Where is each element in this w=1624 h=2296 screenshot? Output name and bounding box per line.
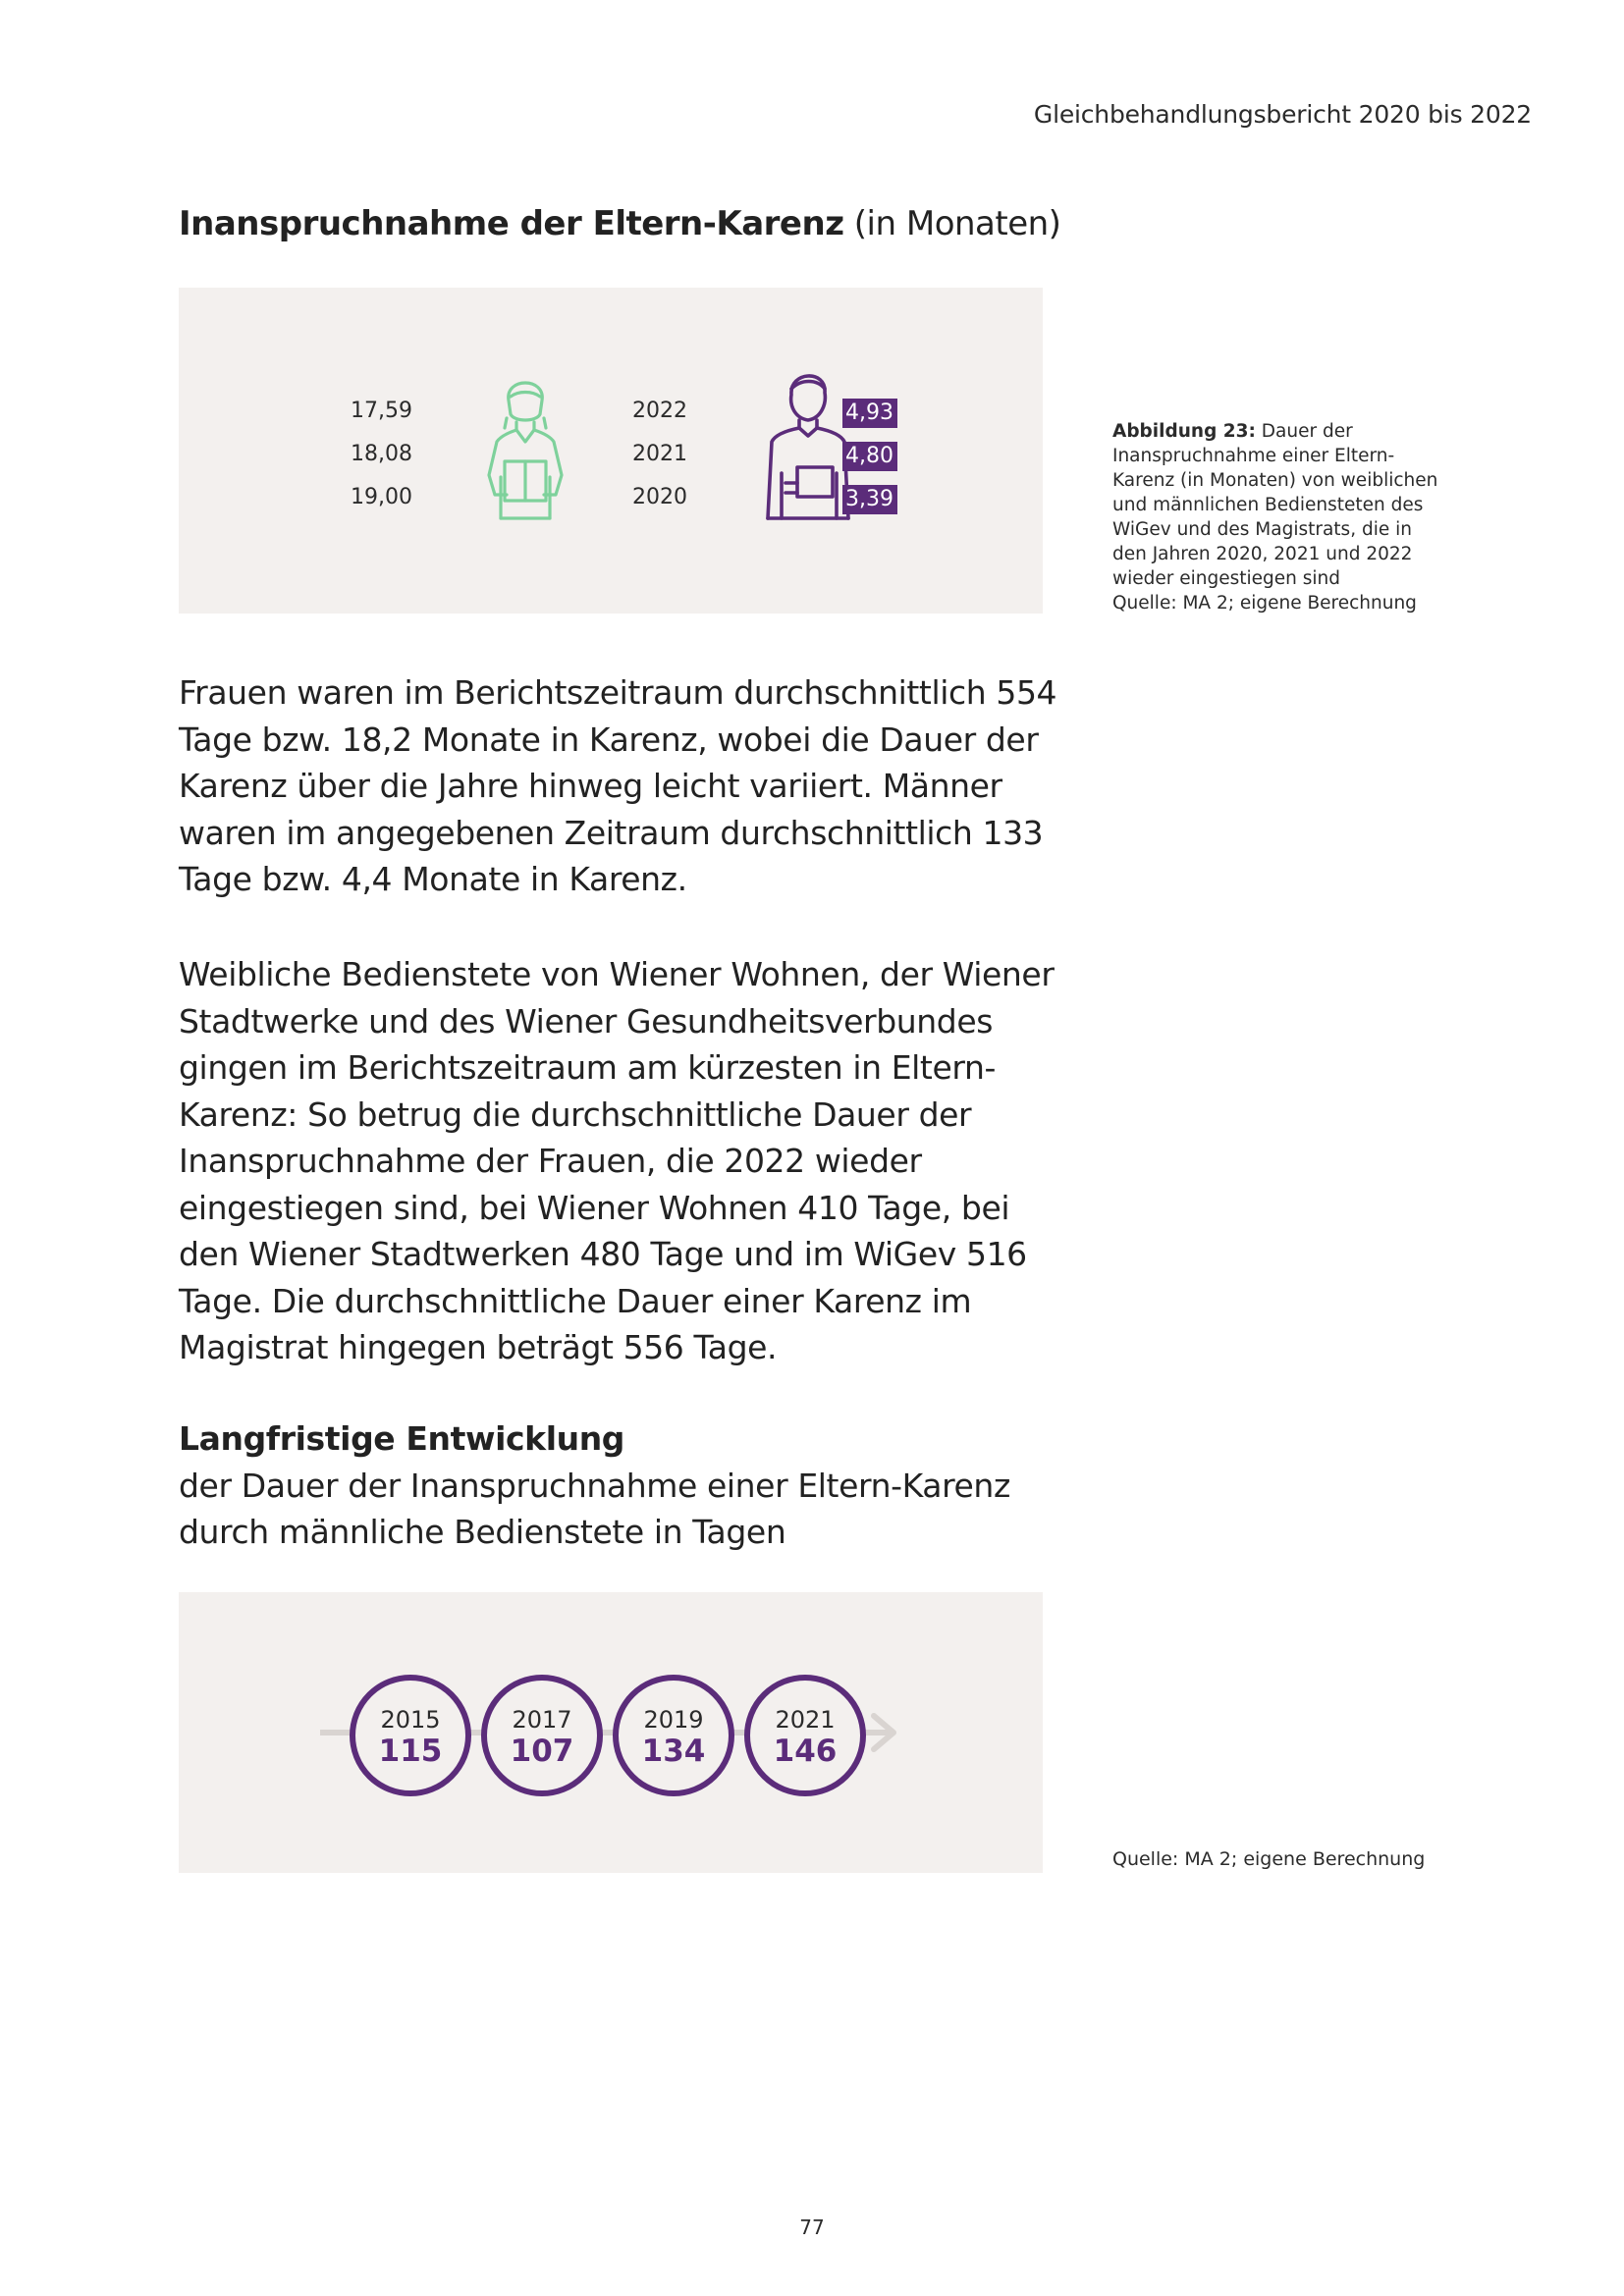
figure-caption [1112,419,1451,615]
female-person-holding-book-icon [481,367,569,520]
female-value-2022: 17,59 [351,399,412,423]
paragraph-text: Weibliche Bedienstete von Wiener Wohnen, der Wiener Stadtwerke und des Wiener Gesundheitsverbundes gingen im Berichtszeitraum am kürzesten in Eltern-Karenz: So betrug die durchschnittliche Dauer der Inanspruchnahme der Frauen, die 2022 wieder eingestiegen sind, bei Wiener Wohnen 410 Tage, bei den Wiener Stadtwerken 480 Tage und im WiGev 516 Tage. Die durchschnittliche Dauer einer Karenz im Magistrat hingegen beträgt 556 Tage. [179,955,1055,1366]
female-value-2020: 19,00 [351,485,412,509]
male-value-2020: 3,39 [842,485,897,514]
timeline-point-2017 [481,1675,603,1796]
paragraph-text: Frauen waren im Berichtszeitraum durchschnittlich 554 Tage bzw. 18,2 Monate in Karenz, wobei die Dauer der Karenz über die Jahre hinweg leicht variiert. Männer waren im angegebenen Zeitraum durchschnittlich 133 Tage bzw. 4,4 Monate in Karenz. [179,673,1057,898]
timeline-year: 2015 [380,1706,441,1734]
timeline-year: 2021 [775,1706,836,1734]
body-paragraph-1 [179,669,1062,903]
page-number: 77 [799,2216,825,2239]
timeline-value: 115 [378,1734,443,1769]
female-value-2021: 18,08 [351,442,412,466]
timeline-arrow [179,1592,1043,1873]
year-label-2021: 2021 [632,442,687,466]
body-paragraph-2 [179,951,1062,1371]
section-heading-long-term [179,1415,1010,1556]
running-header: Gleichbehandlungsbericht 2020 bis 2022 [1033,100,1532,129]
timeline-year: 2017 [512,1706,572,1734]
male-value-2021: 4,80 [842,442,897,471]
male-value-2022: 4,93 [842,399,897,428]
heading-rest: (in Monaten) [843,204,1061,243]
timeline-value: 134 [641,1734,706,1769]
subheading-bold: Langfristige Entwicklung [179,1419,625,1458]
year-label-2020: 2020 [632,485,687,509]
timeline-value: 146 [773,1734,838,1769]
timeline-year: 2019 [643,1706,704,1734]
caption-label: Abbildung 23: [1112,421,1256,442]
year-label-2022: 2022 [632,399,687,423]
caption-text: Dauer der Inanspruchnahme einer Eltern-Karenz (in Monaten) von weiblichen und männlichen Bediensteten des WiGev und des Magistrats, die in den Jahren 2020, 2021 und 2022 wieder eingestiegen sind [1112,421,1438,589]
timeline-point-2021 [744,1675,866,1796]
timeline-point-2015 [350,1675,471,1796]
timeline-value: 107 [510,1734,574,1769]
caption-source: Quelle: MA 2; eigene Berechnung [1112,593,1417,614]
section-heading-karenz [179,201,1060,246]
subheading-line3: durch männliche Bedienstete in Tagen [179,1513,786,1551]
timeline-point-2019 [613,1675,734,1796]
figure-source: Quelle: MA 2; eigene Berechnung [1112,1848,1426,1870]
subheading-line2: der Dauer der Inanspruchnahme einer Eltern-Karenz [179,1466,1010,1505]
heading-bold: Inanspruchnahme der Eltern-Karenz [179,204,844,243]
